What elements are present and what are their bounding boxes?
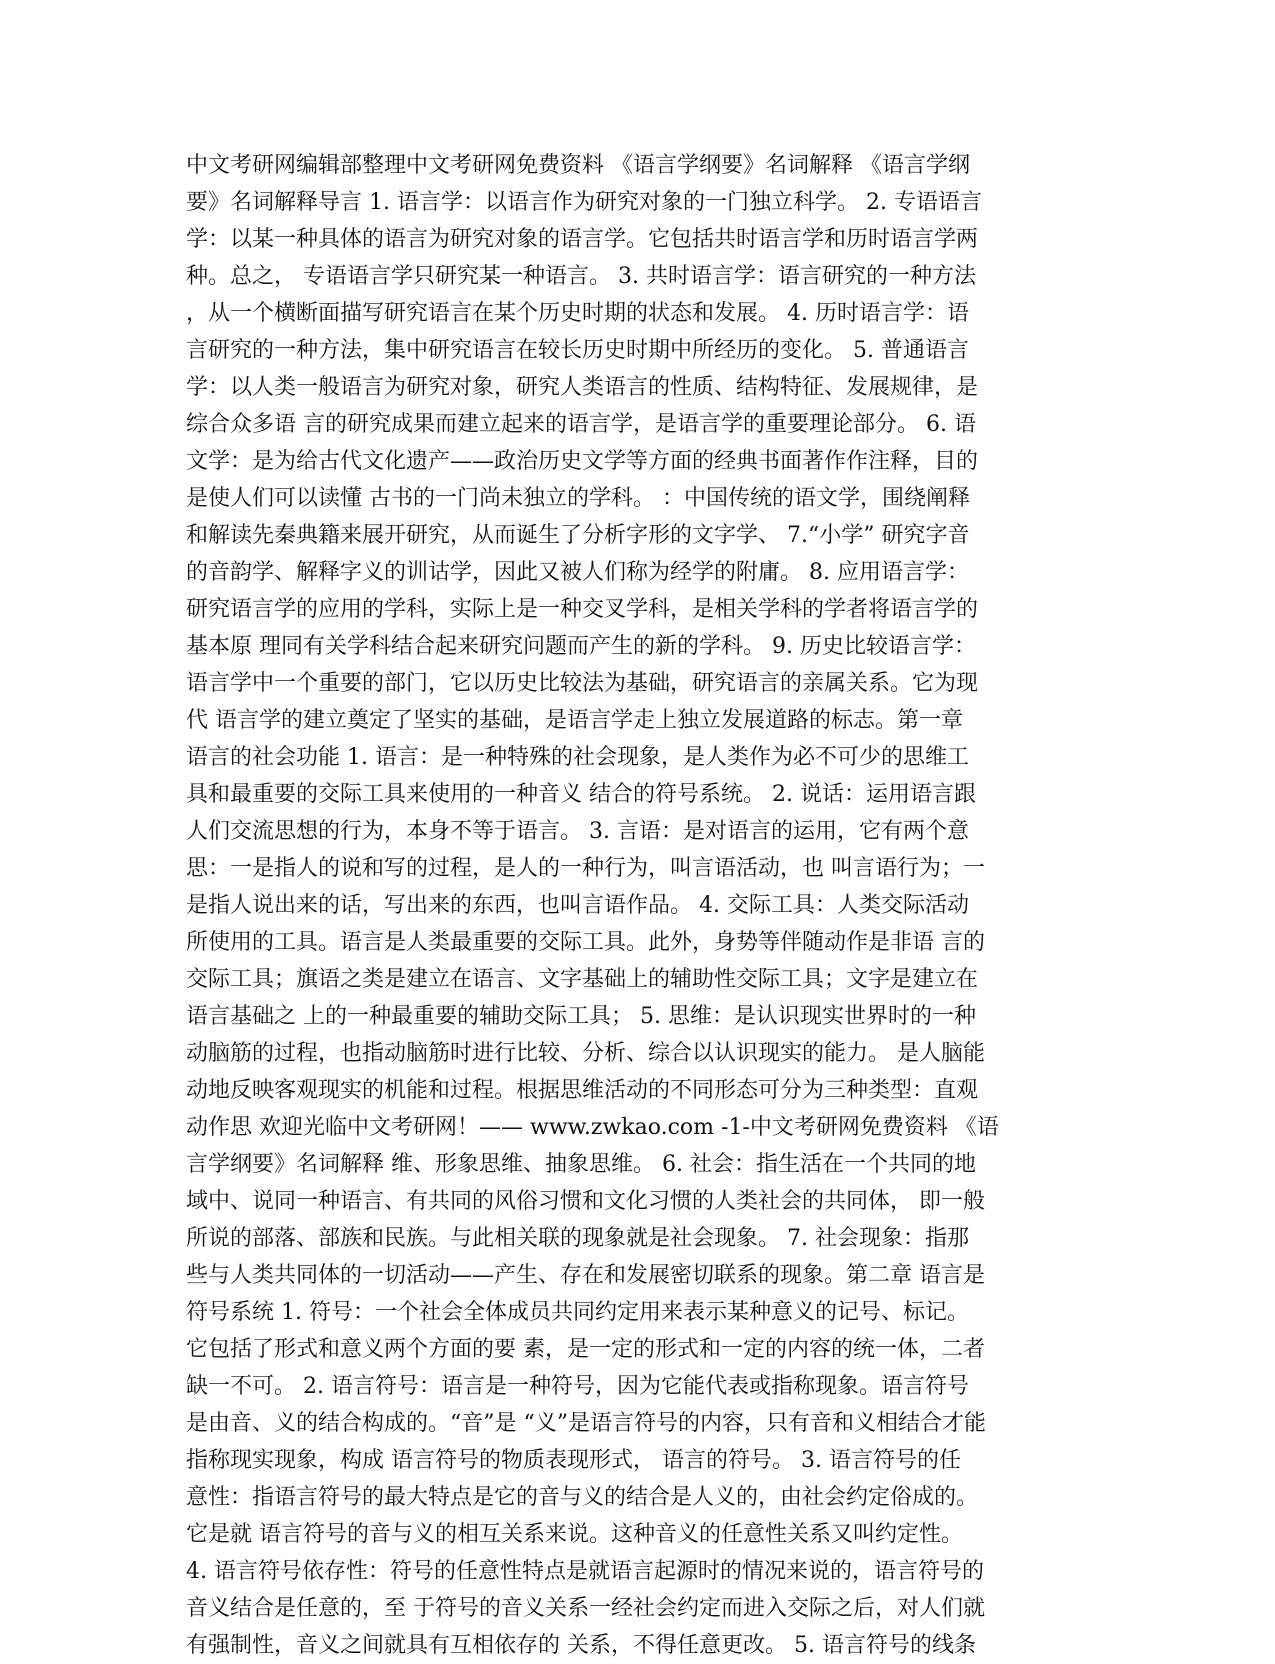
text-line: 具和最重要的交际工具来使用的一种音义 结合的符号系统。 2. 说话：运用语言跟 xyxy=(186,782,976,807)
text-line: 和解读先秦典籍来展开研究，从而诞生了分析字形的文字学、 7.“小学” 研究字音 xyxy=(186,523,970,548)
text-line: 学：以某一种具体的语言为研究对象的语言学。它包括共时语言学和历时语言学两 xyxy=(186,227,979,252)
text-line: 所使用的工具。语言是人类最重要的交际工具。此外，身势等伴随动作是非语 言的 xyxy=(186,930,985,955)
text-line: 是指人说出来的话，写出来的东西，也叫言语作品。 4. 交际工具：人类交际活动 xyxy=(186,893,969,918)
text-line: 动地反映客观现实的机能和过程。根据思维活动的不同形态可分为三种类型：直观 xyxy=(186,1078,979,1103)
text-line: 研究语言学的应用的学科，实际上是一种交叉学科，是相关学科的学者将语言学的 xyxy=(186,597,979,622)
text-line: 语言基础之 上的一种最重要的辅助交际工具； 5. 思维：是认识现实世界时的一种 xyxy=(186,1004,976,1029)
text-line: 语言的社会功能 1. 语言：是一种特殊的社会现象，是人类作为必不可少的思维工 xyxy=(186,745,969,770)
text-line: 动作思 欢迎光临中文考研网！—— www.zwkao.com -1-中文考研网免费资料 《语 xyxy=(186,1115,999,1140)
text-line: 所说的部落、部族和民族。与此相关联的现象就是社会现象。 7. 社会现象：指那 xyxy=(186,1226,969,1251)
text-line: 音义结合是任意的，至 于符号的音义关系一经社会约定而进入交际之后，对人们就 xyxy=(186,1596,985,1621)
text-line: 基本原 理同有关学科结合起来研究问题而产生的新的学科。 9. 历史比较语言学： xyxy=(186,634,976,659)
text-line: 是使人们可以读懂 古书的一门尚未独立的学科。 ：中国传统的语文学，围绕阐释 xyxy=(186,486,970,511)
text-line: 交际工具；旗语之类是建立在语言、文字基础上的辅助性交际工具；文字是建立在 xyxy=(186,967,979,992)
text-line: ，从一个横断面描写研究语言在某个历史时期的状态和发展。 4. 历时语言学：语 xyxy=(186,301,969,326)
text-line: 语言学中一个重要的部门，它以历史比较法为基础，研究语言的亲属关系。它为现 xyxy=(186,671,979,696)
text-line: 域中、说同一种语言、有共同的风俗习惯和文化习惯的人类社会的共同体， 即一般 xyxy=(186,1189,985,1214)
text-line: 综合众多语 言的研究成果而建立起来的语言学，是语言学的重要理论部分。 6. 语 xyxy=(186,412,976,437)
text-line: 意性：指语言符号的最大特点是它的音与义的结合是人义的，由社会约定俗成的。 xyxy=(186,1485,979,1510)
text-line: 有强制性，音义之间就具有互相依存的 关系，不得任意更改。 5. 语言符号的线条 xyxy=(186,1633,976,1658)
text-line: 符号系统 1. 符号：一个社会全体成员共同约定用来表示某种意义的记号、标记。 xyxy=(186,1300,969,1325)
text-line: 些与人类共同体的一切活动——产生、存在和发展密切联系的现象。第二章 语言是 xyxy=(186,1263,985,1288)
text-line: 人们交流思想的行为，本身不等于语言。 3. 言语：是对语言的运用，它有两个意 xyxy=(186,819,969,844)
text-line: 代 语言学的建立奠定了坚实的基础，是语言学走上独立发展道路的标志。第一章 xyxy=(186,708,963,733)
text-line: 文学：是为给古代文化遗产——政治历史文学等方面的经典书面著作作注释，目的 xyxy=(186,449,979,474)
text-line: 中文考研网编辑部整理中文考研网免费资料 《语言学纲要》名词解释 《语言学纲 xyxy=(186,153,970,178)
text-line: 指称现实现象，构成 语言符号的物质表现形式， 语言的符号。 3. 语言符号的任 xyxy=(186,1448,961,1473)
text-line: 言学纲要》名词解释 维、形象思维、抽象思维。 6. 社会：指生活在一个共同的地 xyxy=(186,1152,976,1177)
text-line: 4. 语言符号依存性：符号的任意性特点是就语言起源时的情况来说的，语言符号的 xyxy=(186,1559,984,1584)
text-line: 它包括了形式和意义两个方面的要 素，是一定的形式和一定的内容的统一体，二者 xyxy=(186,1337,985,1362)
body-text xyxy=(186,147,1086,1664)
text-line: 缺一不可。 2. 语言符号：语言是一种符号，因为它能代表或指称现象。语言符号 xyxy=(186,1374,969,1399)
text-line: 要》名词解释导言 1. 语言学：以语言作为研究对象的一门独立科学。 2. 专语语言 xyxy=(186,190,982,215)
text-line: 学：以人类一般语言为研究对象，研究人类语言的性质、结构特征、发展规律，是 xyxy=(186,375,979,400)
text-line: 是由音、义的结合构成的。“音”是 “义”是语言符号的内容，只有音和义相结合才能 xyxy=(186,1411,986,1436)
text-line: 动脑筋的过程，也指动脑筋时进行比较、分析、综合以认识现实的能力。 是人脑能 xyxy=(186,1041,985,1066)
text-line: 种。总之， 专语语言学只研究某一种语言。 3. 共时语言学：语言研究的一种方法 xyxy=(186,264,976,289)
text-line: 的音韵学、解释字义的训诂学，因此又被人们称为经学的附庸。 8. 应用语言学： xyxy=(186,560,969,585)
text-line: 它是就 语言符号的音与义的相互关系来说。这种音义的任意性关系又叫约定性。 xyxy=(186,1522,963,1547)
text-line: 思：一是指人的说和写的过程，是人的一种行为，叫言语活动，也 叫言语行为；一 xyxy=(186,856,985,881)
text-line: 言研究的一种方法，集中研究语言在较长历史时期中所经历的变化。 5. 普通语言 xyxy=(186,338,969,363)
